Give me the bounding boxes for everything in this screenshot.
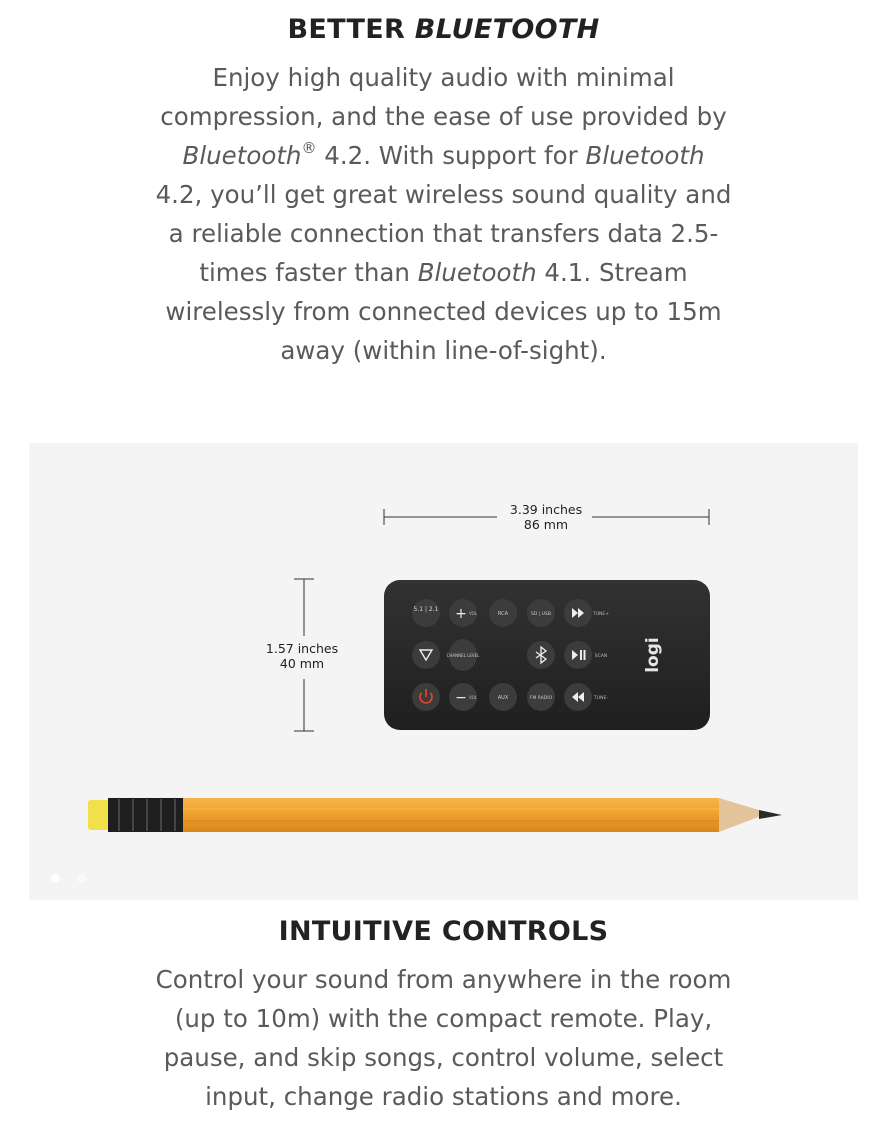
bluetooth-description — [130, 58, 757, 370]
remote-button-power — [412, 683, 440, 711]
vol-up-tag: VOL — [468, 611, 478, 616]
logi-logo: logi — [643, 637, 663, 673]
section-title-intuitive-controls: INTUITIVE CONTROLS — [278, 916, 609, 947]
body-text: times faster than — [199, 258, 418, 287]
body-line: compression, and the ease of use provided by — [160, 102, 727, 131]
bluetooth-brand: Bluetooth — [417, 258, 537, 287]
aux-label: AUX — [497, 695, 509, 701]
bluetooth-brand: Bluetooth — [585, 141, 705, 170]
pencil-lead — [759, 810, 782, 819]
body-line: pause, and skip songs, control volume, select — [163, 1043, 724, 1072]
mode-button-label: 5.1 | 2.1 — [413, 606, 439, 613]
body-line: Control your sound from anywhere in the room — [155, 965, 732, 994]
remote-button-mode — [412, 599, 440, 627]
width-mm-label: 86 mm — [523, 517, 569, 532]
scan-label: SCAN — [594, 654, 608, 659]
body-line: (up to 10m) with the compact remote. Play, — [174, 1004, 713, 1033]
height-mm-label: 40 mm — [279, 656, 325, 671]
tune-up-label: TUNE+ — [592, 612, 610, 617]
controls-description — [120, 960, 767, 1116]
remote-button-bluetooth — [527, 641, 555, 669]
body-line: away (within line-of-sight). — [280, 336, 607, 365]
carousel-pagination — [51, 868, 103, 887]
tune-down-label: TUNE- — [594, 696, 608, 701]
product-image-carousel[interactable] — [29, 443, 858, 900]
remote-button-rca — [489, 599, 517, 627]
channel-level-label: CHANNEL LEVEL — [446, 653, 480, 658]
title-plain-text: BETTER — [287, 14, 415, 45]
body-text: 4.1. Stream — [536, 258, 688, 287]
remote-button-settings — [412, 641, 440, 669]
height-inches-label: 1.57 inches — [265, 641, 339, 656]
remote-button-aux — [489, 683, 517, 711]
body-text: 4.2. With support for — [316, 141, 586, 170]
pencil-scale-reference — [88, 798, 782, 832]
bluetooth-brand: Bluetooth — [182, 141, 302, 170]
vol-down-symbol: − — [455, 690, 467, 706]
sd-usb-label: SD | USB — [531, 612, 551, 617]
vol-down-tag: VOL — [468, 695, 478, 700]
body-line — [130, 253, 757, 292]
vol-up-symbol: + — [455, 606, 467, 622]
pencil-body — [183, 798, 719, 832]
width-inches-label: 3.39 inches — [509, 502, 583, 517]
body-line: a reliable connection that transfers data 2.5- — [168, 219, 719, 248]
pause-bar-icon — [580, 650, 582, 660]
body-line: 4.2, you’ll get great wireless sound quality and — [155, 180, 732, 209]
remote-button-fm-radio — [527, 683, 555, 711]
title-italic-text: BLUETOOTH — [414, 14, 600, 45]
carousel-dot-2[interactable] — [77, 874, 86, 883]
carousel-dot-1[interactable] — [51, 874, 60, 883]
remote-button-sd-usb — [527, 599, 555, 627]
body-line: Enjoy high quality audio with minimal — [212, 63, 675, 92]
section-title-better-bluetooth — [0, 14, 887, 45]
remote-dimension-illustration — [29, 443, 858, 900]
pause-bar-icon — [584, 650, 586, 660]
body-line: input, change radio stations and more. — [205, 1082, 682, 1111]
rca-label: RCA — [497, 611, 509, 617]
fm-radio-label: FM RADIO — [529, 696, 553, 701]
body-line — [130, 136, 757, 175]
body-line: wirelessly from connected devices up to 15m — [165, 297, 722, 326]
registered-mark: ® — [301, 139, 317, 157]
